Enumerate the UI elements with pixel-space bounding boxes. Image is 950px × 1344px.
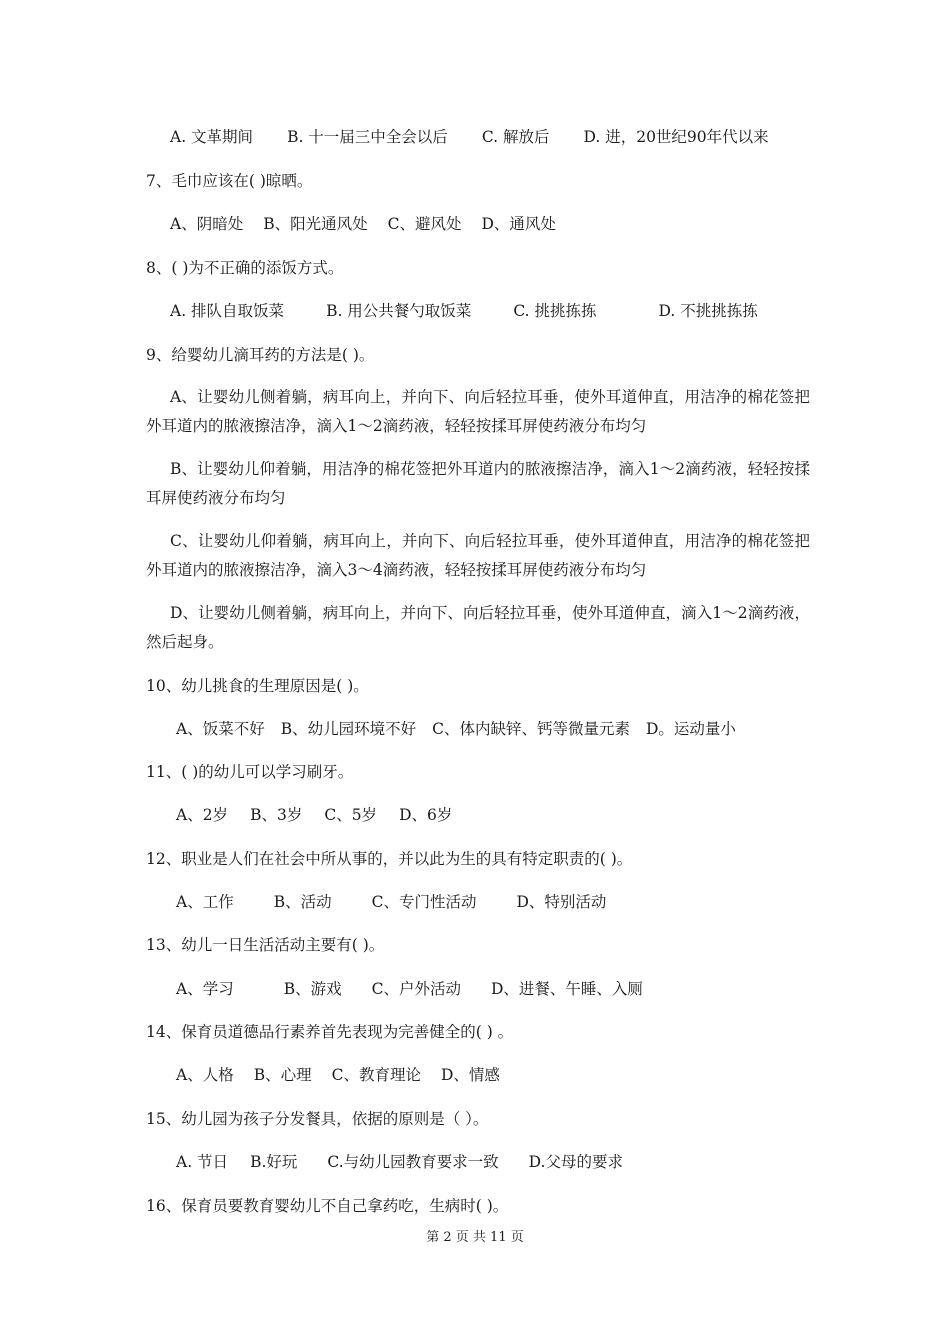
q10-option-a: A、饭菜不好 [176, 720, 265, 738]
q13-option-b: B、游戏 [283, 980, 342, 998]
q9-option-c: C、让婴幼儿仰着躺，病耳向上，并向下、向后轻拉耳垂，使外耳道伸直，用洁净的棉花签把外耳道内的脓液擦洁净，滴入3～4滴药液，轻轻按揉耳屏使药液分布均匀 [146, 532, 810, 579]
q9-option-a: A、让婴幼儿侧着躺，病耳向上，并向下、向后轻拉耳垂，使外耳道伸直，用洁净的棉花签把外耳道内的脓液擦洁净，滴入1～2滴药液，轻轻按揉耳屏使药液分布均匀 [146, 388, 810, 435]
q6-option-b: B. 十一届三中全会以后 [287, 128, 448, 146]
q11-option-c: C、5岁 [324, 806, 378, 824]
q14-options [176, 1065, 846, 1085]
q14-stem: 14、保育员道德品行素养首先表现为完善健全的( ) 。 [146, 1023, 514, 1041]
q6-options [170, 127, 840, 147]
q13-option-c: C、户外活动 [371, 980, 461, 998]
q15-option-a: A. 节日 [176, 1153, 229, 1171]
q7-option-a: A、阴暗处 [170, 215, 244, 233]
q7-option-d: D、通风处 [481, 215, 556, 233]
q9-stem: 9、给婴幼儿滴耳药的方法是( )。 [146, 346, 375, 364]
q10-option-d: D。运动量小 [645, 720, 736, 738]
q8-option-a: A. 排队自取饭菜 [170, 302, 285, 320]
q7-options [170, 214, 840, 234]
q12-option-d: D、特别活动 [516, 893, 607, 911]
q12-option-b: B、活动 [273, 893, 332, 911]
q10-option-c: C、体内缺锌、钙等微量元素 [432, 720, 630, 738]
q14-option-a: A、人格 [176, 1066, 234, 1084]
q13-options [176, 979, 846, 999]
q15-options [176, 1152, 846, 1172]
q14-option-b: B、心理 [253, 1066, 312, 1084]
q10-options [176, 719, 846, 739]
q12-option-c: C、专门性活动 [371, 893, 477, 911]
q15-option-b: B.好玩 [250, 1153, 298, 1171]
q14-option-d: D、情感 [440, 1066, 500, 1084]
q7-option-b: B、阳光通风处 [263, 215, 368, 233]
q9-option-b: B、让婴幼儿仰着躺，用洁净的棉花签把外耳道内的脓液擦洁净，滴入1～2滴药液，轻轻按揉耳屏使药液分布均匀 [146, 460, 810, 507]
q13-option-a: A、学习 [176, 980, 234, 998]
q7-stem: 7、毛巾应该在( )晾晒。 [146, 172, 313, 190]
q6-option-c: C. 解放后 [481, 128, 550, 146]
q15-option-d: D.父母的要求 [528, 1153, 623, 1171]
q12-stem: 12、职业是人们在社会中所从事的，并以此为生的具有特定职责的( )。 [146, 850, 633, 868]
q10-option-b: B、幼儿园环境不好 [280, 720, 417, 738]
q8-options [170, 301, 840, 321]
q6-option-d: D. 进，20世纪90年代以来 [583, 128, 769, 146]
q8-option-b: B. 用公共餐勺取饭菜 [326, 302, 472, 320]
q7-option-c: C、避风处 [387, 215, 462, 233]
q14-option-c: C、教育理论 [331, 1066, 421, 1084]
q9-option-d: D、让婴幼儿侧着躺，病耳向上，并向下、向后轻拉耳垂，使外耳道伸直，滴入1～2滴药液，然后起身。 [146, 604, 810, 651]
q13-stem: 13、幼儿一日生活活动主要有( )。 [146, 936, 385, 954]
q11-option-b: B、3岁 [250, 806, 303, 824]
q6-option-a: A. 文革期间 [170, 128, 254, 146]
q11-options [176, 805, 846, 825]
q16-stem: 16、保育员要教育婴幼儿不自己拿药吃，生病时( )。 [146, 1197, 509, 1215]
page-footer: 第 2 页 共 11 页 [426, 1230, 524, 1245]
q11-stem: 11、( )的幼儿可以学习刷牙。 [146, 763, 354, 781]
q11-option-a: A、2岁 [176, 806, 229, 824]
q8-option-d: D. 不挑挑拣拣 [658, 302, 758, 320]
q15-stem: 15、幼儿园为孩子分发餐具，依据的原则是（ ）。 [146, 1110, 489, 1128]
q15-option-c: C.与幼儿园教育要求一致 [327, 1153, 499, 1171]
q13-option-d: D、进餐、午睡、入厕 [490, 980, 643, 998]
q8-option-c: C. 挑挑拣拣 [513, 302, 597, 320]
q12-option-a: A、工作 [176, 893, 234, 911]
q11-option-d: D、6岁 [399, 806, 453, 824]
q12-options [176, 892, 846, 912]
q10-stem: 10、幼儿挑食的生理原因是( )。 [146, 677, 369, 695]
q8-stem: 8、( )为不正确的添饭方式。 [146, 259, 344, 277]
